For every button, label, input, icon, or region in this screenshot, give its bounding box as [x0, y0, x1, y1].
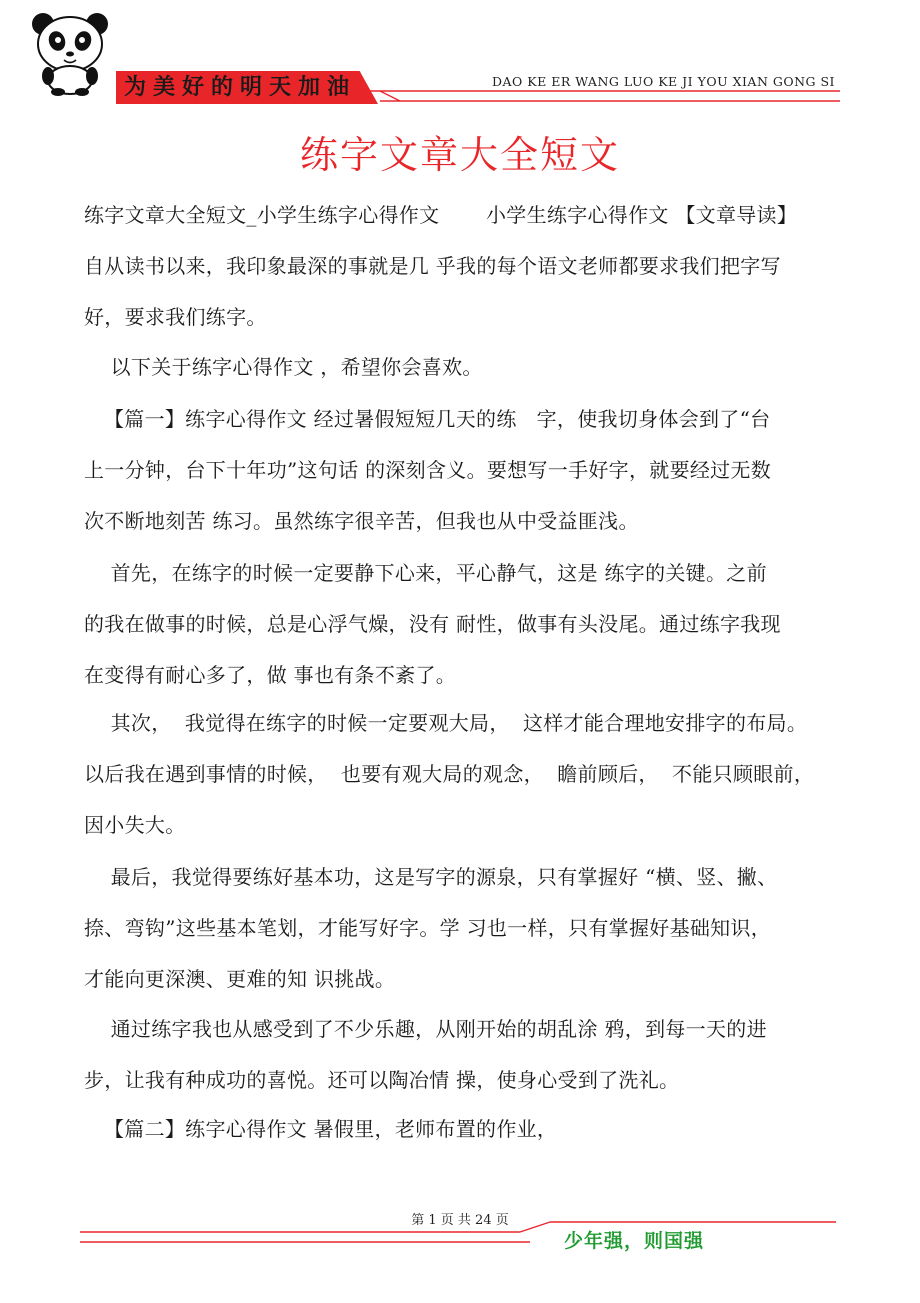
- text-line: 因小失大。: [84, 813, 186, 837]
- text-line: 练字文章大全短文_小学生练字心得作文 小学生练字心得作文 【文章导读】: [84, 203, 798, 227]
- text-line: 步，让我有种成功的喜悦。还可以陶冶情 操，使身心受到了洗礼。: [84, 1068, 680, 1092]
- paragraph-part-one: [84, 394, 864, 547]
- header-divider: [360, 88, 840, 108]
- page-number: 第 1 页 共 24 页: [411, 1213, 509, 1228]
- header-slogan: 为美好的明天加油: [124, 75, 357, 100]
- text-line: 捺、弯钩”这些基本笔划，才能写好字。学 习也一样，只有掌握好基础知识，: [84, 916, 772, 940]
- paragraph-intro: [84, 190, 864, 343]
- text-line: 的我在做事的时候，总是心浮气燥，没有 耐性，做事有头没尾。通过练字我现: [84, 612, 781, 636]
- text-line: 首先，在练字的时候一定要静下心来，平心静气，这是 练字的关键。之前: [84, 561, 767, 585]
- text-line: 以下关于练字心得作文 ，希望你会喜欢。: [84, 355, 483, 379]
- text-line: 在变得有耐心多了，做 事也有条不紊了。: [84, 663, 457, 687]
- text-line: 好，要求我们练字。: [84, 305, 267, 329]
- text-line: 【篇一】练字心得作文 经过暑假短短几天的练 字，使我切身体会到了“台: [84, 407, 771, 431]
- document-title: 练字文章大全短文: [299, 133, 620, 177]
- footer-motto: 少年强，则国强: [564, 1230, 705, 1252]
- text-line: 以后我在遇到事情的时候， 也要有观大局的观念， 瞻前顾后， 不能只顾眼前，: [84, 762, 815, 786]
- text-line: 自从读书以来，我印象最深的事就是几 乎我的每个语文老师都要求我们把字写: [84, 254, 781, 278]
- text-line: 最后，我觉得要练好基本功，这是写字的源泉，只有掌握好 “横、竖、撇、: [84, 865, 778, 889]
- text-line: 通过练字我也从感受到了不少乐趣，从刚开始的胡乱涂 鸦，到每一天的进: [84, 1017, 767, 1041]
- text-line: 次不断地刻苦 练习。虽然练字很辛苦，但我也从中受益匪浅。: [84, 509, 639, 533]
- paragraph-lead: [84, 342, 864, 393]
- paragraph-first: [84, 548, 864, 701]
- paragraph-conclusion: [84, 1004, 864, 1106]
- footer-divider: [80, 1218, 840, 1248]
- header-company-name: DAO KE ER WANG LUO KE JI YOU XIAN GONG SI: [491, 74, 835, 89]
- text-line: 【篇二】练字心得作文 暑假里，老师布置的作业，: [84, 1117, 558, 1141]
- text-line: 其次， 我觉得在练字的时候一定要观大局， 这样才能合理地安排字的布局。: [84, 711, 808, 735]
- paragraph-last: [84, 852, 864, 1005]
- paragraph-part-two: [84, 1104, 864, 1155]
- text-line: 才能向更深澳、更难的知 识挑战。: [84, 967, 396, 991]
- text-line: 上一分钟，台下十年功”这句话 的深刻含义。要想写一手好字，就要经过无数: [84, 458, 772, 482]
- panda-logo-icon: [28, 10, 112, 96]
- paragraph-second: [84, 698, 864, 851]
